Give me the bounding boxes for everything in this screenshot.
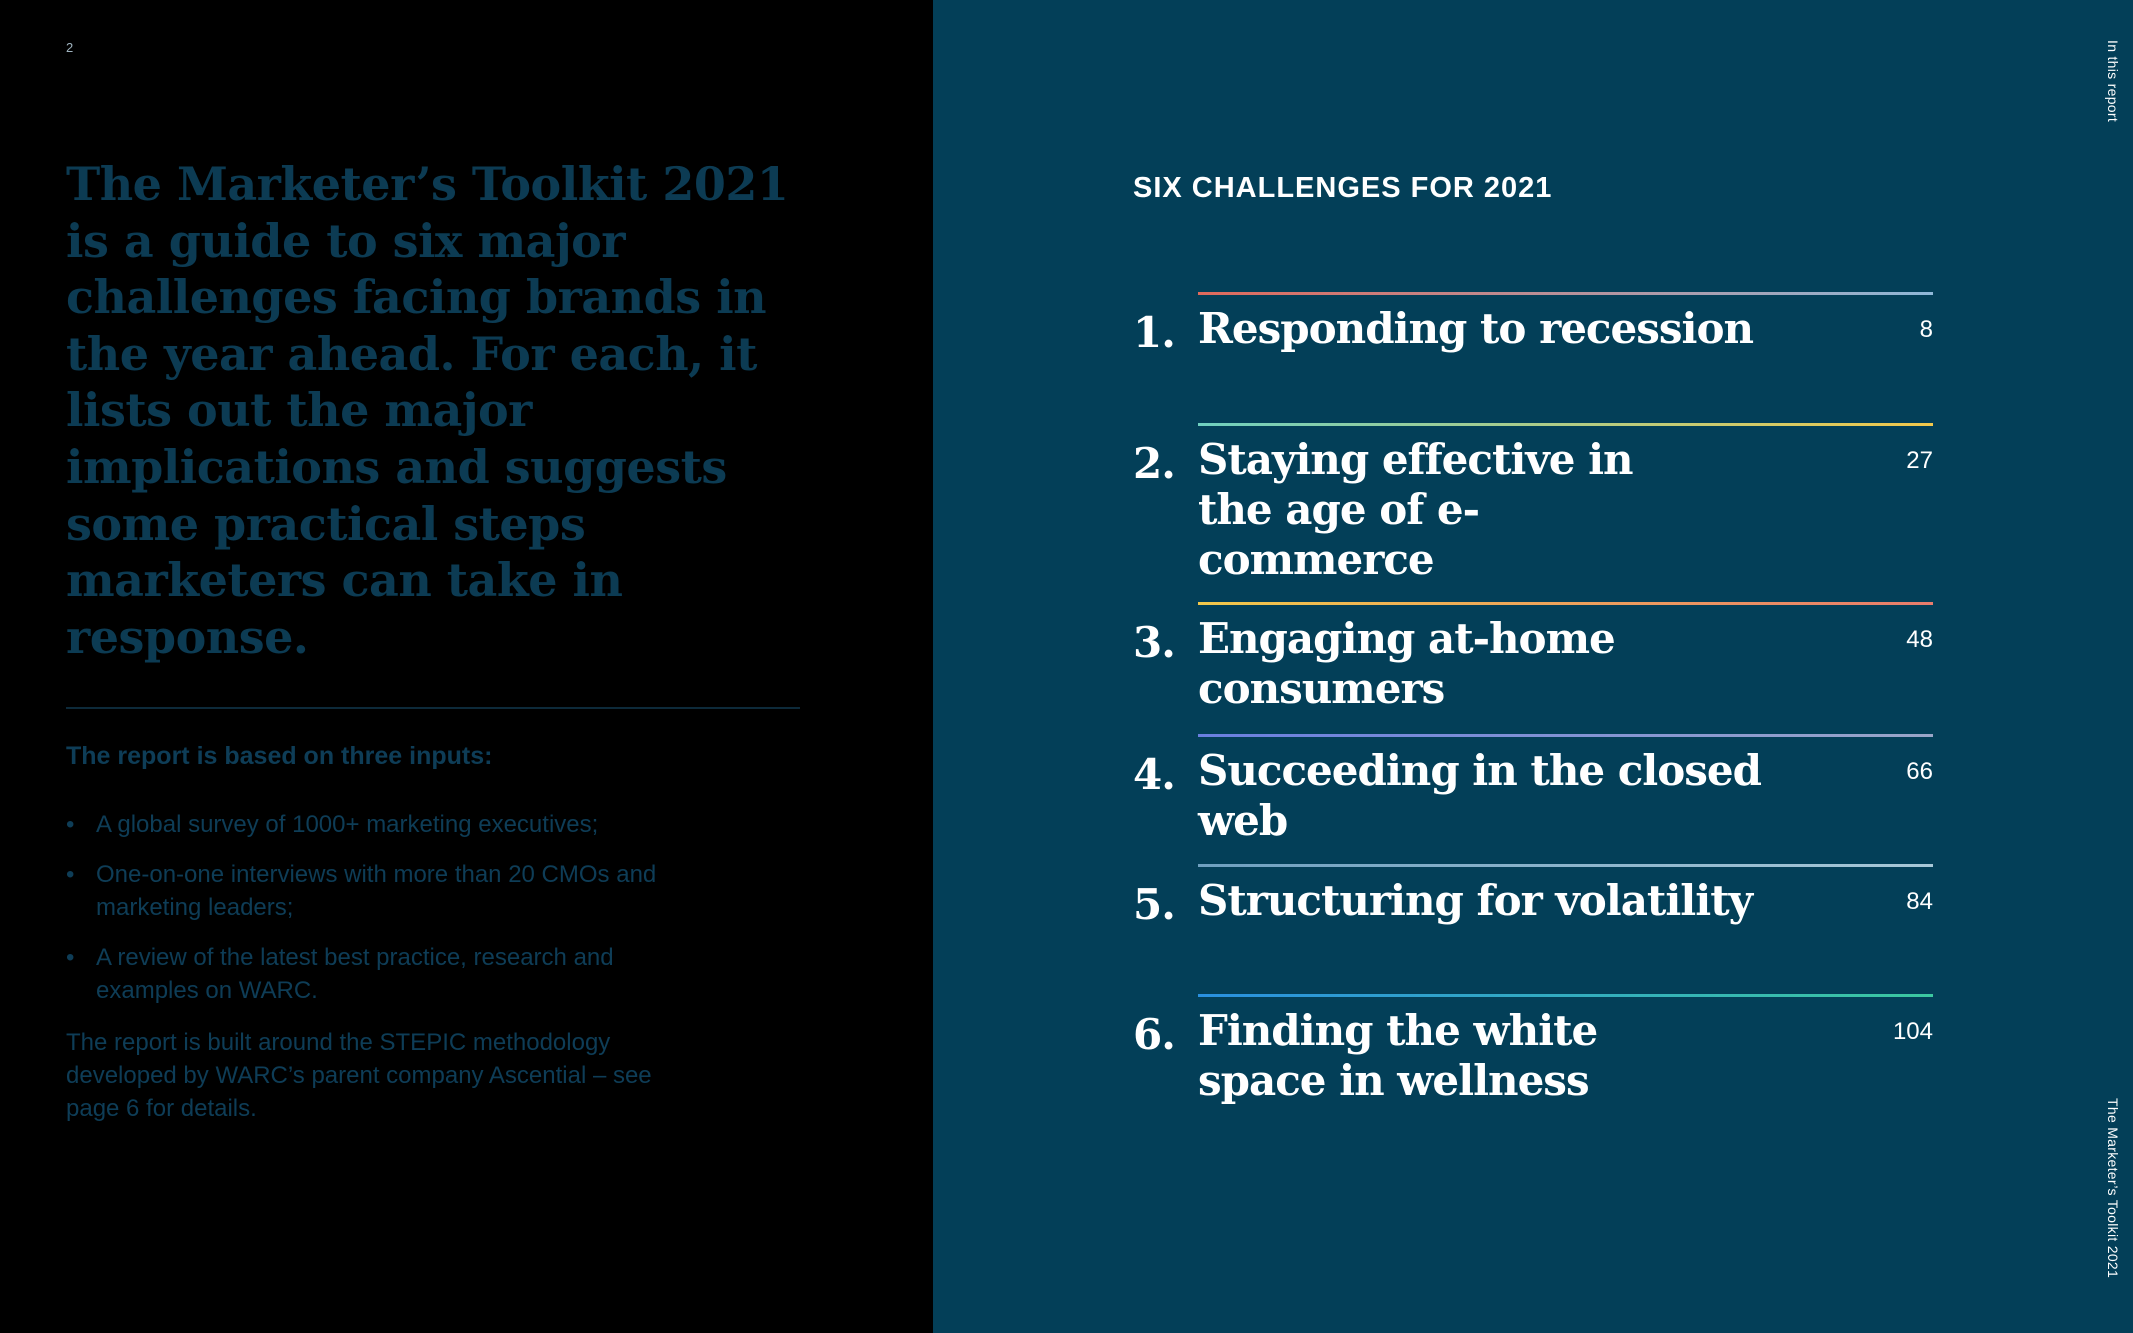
challenge-number: 1. [1133, 308, 1175, 357]
challenge-page: 8 [1919, 316, 1933, 343]
challenge-rule [1198, 734, 1933, 737]
challenge-number: 4. [1133, 750, 1175, 799]
input-item-text: One-on-one interviews with more than 20 CMOs and marketing leaders; [96, 861, 657, 921]
challenge-page: 27 [1906, 447, 1933, 474]
challenge-label: Structuring for volatility [1198, 876, 1753, 925]
methodology-note: The report is built around the STEPIC methodology developed by WARC’s parent company Ascential – see page 6 for details. [66, 1029, 652, 1122]
challenge-page: 48 [1906, 626, 1933, 653]
challenge-label: Staying effective in the age of e-commerce [1198, 435, 1633, 584]
input-item-text: A review of the latest best practice, research and examples on WARC. [96, 944, 614, 1004]
inputs-list [66, 808, 686, 1024]
running-head-top: In this report [2105, 40, 2121, 123]
divider-line [66, 707, 800, 709]
running-head-bottom: The Marketer’s Toolkit 2021 [2105, 1098, 2121, 1279]
section-title: SIX CHALLENGES FOR 2021 [1133, 172, 1553, 204]
challenge-rule [1198, 423, 1933, 426]
challenge-label: Engaging at-home consumers [1198, 614, 1615, 713]
input-item-text: A global survey of 1000+ marketing executives; [96, 811, 599, 838]
challenge-page: 66 [1906, 758, 1933, 785]
challenge-rule [1198, 292, 1933, 295]
input-item [66, 858, 686, 924]
challenge-number: 2. [1133, 439, 1175, 488]
challenge-number: 3. [1133, 618, 1175, 667]
challenge-label: Finding the white space in wellness [1198, 1006, 1598, 1105]
input-item [66, 941, 686, 1007]
challenge-page: 104 [1892, 1018, 1933, 1045]
bullet-icon: • [66, 861, 75, 888]
challenge-rule [1198, 602, 1933, 605]
inputs-heading: The report is based on three inputs: [66, 742, 493, 770]
challenge-number: 6. [1133, 1010, 1175, 1059]
intro-paragraph: The Marketer’s Toolkit 2021 is a guide to six major challenges facing brands in the year ahead. For each, it lists out the major implications and suggests some practical steps marketers can take in response. [66, 157, 789, 664]
challenge-page: 84 [1906, 888, 1933, 915]
bullet-icon: • [66, 811, 75, 838]
page-number: 2 [66, 40, 74, 55]
input-item [66, 808, 686, 841]
left-panel [0, 0, 933, 1333]
challenge-number: 5. [1133, 880, 1175, 929]
challenge-label: Responding to recession [1198, 304, 1754, 353]
challenge-label: Succeeding in the closed web [1198, 746, 1761, 845]
challenge-rule [1198, 994, 1933, 997]
challenge-rule [1198, 864, 1933, 867]
bullet-icon: • [66, 944, 75, 971]
